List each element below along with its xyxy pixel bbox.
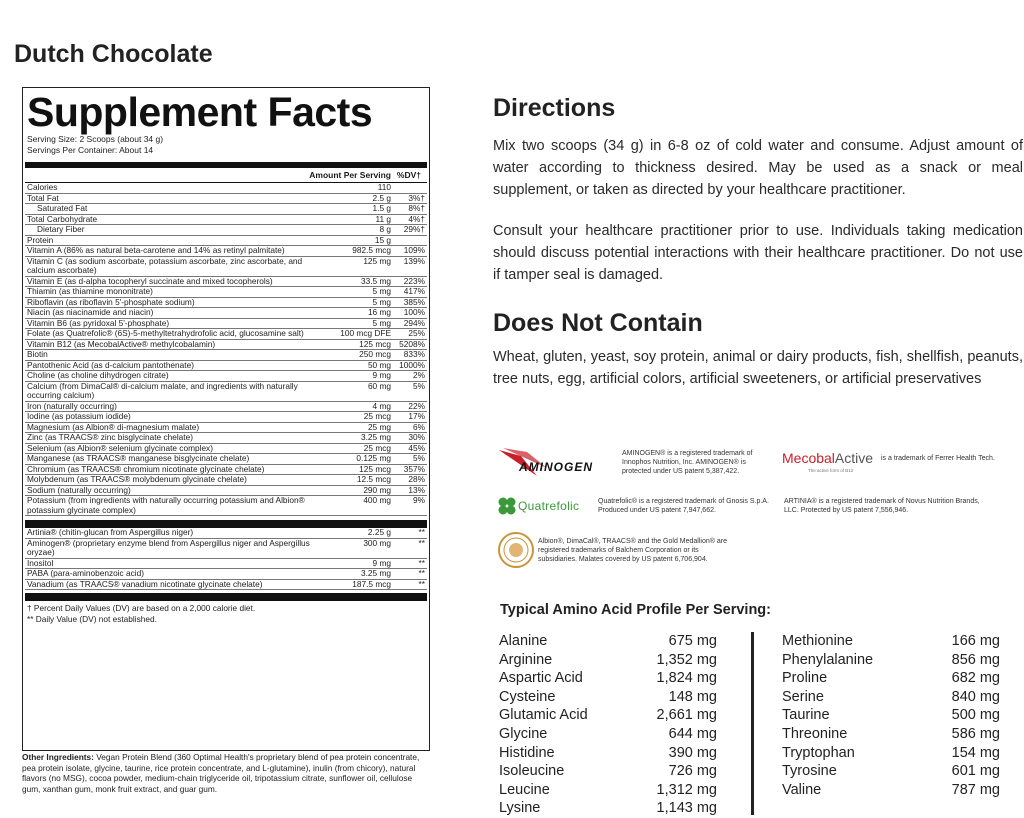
nutrient-amount: 11 g <box>375 213 391 224</box>
nutrient-name: Vitamin E (as d-alpha tocopheryl succinate and mixed tocopherols) <box>27 275 273 286</box>
nutrient-name: Thiamin (as thiamine mononitrate) <box>27 286 153 296</box>
footnote-dv: † Percent Daily Values (DV) are based on a 2,000 calorie diet. <box>27 603 256 613</box>
nutrient-name: Molybdenum (as TRAACS® molybdenum glycinate chelate) <box>27 474 247 484</box>
nutrient-dv: ** <box>418 557 425 568</box>
nutrient-row <box>25 308 427 319</box>
nutrient-amount: 100 mcg DFE <box>340 328 391 338</box>
nutrient-amount: 60 mg <box>367 380 391 391</box>
amino-acid-value: 500 mg <box>951 707 1000 724</box>
nutrient-rows <box>25 183 427 516</box>
nutrient-dv: 385% <box>403 296 425 307</box>
nutrient-name: Saturated Fat <box>37 203 88 213</box>
amino-acid-value: 154 mg <box>951 744 1000 761</box>
amino-acid-row <box>782 651 1000 670</box>
nutrient-dv: ** <box>418 527 425 537</box>
nutrient-row <box>25 350 427 361</box>
nutrient-name: Zinc (as TRAACS® zinc bisglycinate chelate) <box>27 432 193 442</box>
amino-acid-row <box>499 651 717 670</box>
mecobal-sub: The active form of B12 <box>808 468 854 473</box>
nutrient-amount: 125 mg <box>363 255 391 266</box>
nutrient-dv: 6% <box>413 421 425 432</box>
amino-acid-value: 726 mg <box>668 763 717 780</box>
nutrient-amount: 9 mg <box>372 370 391 380</box>
nutrient-amount: 5 mg <box>372 296 391 307</box>
nutrient-amount: 25 mcg <box>363 442 391 453</box>
nutrient-dv <box>391 236 425 246</box>
amino-acid-name: Phenylalanine <box>782 651 874 668</box>
mecobal-trademark-text: is a trademark of Ferrer Health Tech. <box>881 455 995 462</box>
nutrient-name: Potassium (from ingredients with naturally occurring potassium and Albion® potassium glycinate complex) <box>27 495 305 515</box>
nutrient-name: Manganese (as TRAACS® manganese bisglycinate chelate) <box>27 453 250 463</box>
nutrient-dv: ** <box>418 537 425 548</box>
albion-medallion-logo <box>497 531 535 574</box>
amino-acid-value: 601 mg <box>951 763 1000 780</box>
nutrient-amount: 8 g <box>379 224 391 234</box>
nutrient-amount: 0.125 mg <box>356 453 391 463</box>
amino-acid-row <box>782 688 1000 707</box>
nutrient-dv: 294% <box>403 317 425 328</box>
nutrient-amount: 25 mg <box>367 421 391 432</box>
amino-acid-value: 166 mg <box>951 633 1000 649</box>
nutrient-row <box>25 257 427 277</box>
amino-acid-name: Serine <box>782 688 824 705</box>
amino-acid-name: Glycine <box>499 725 548 742</box>
amino-acid-title: Typical Amino Acid Profile Per Serving: <box>500 602 771 618</box>
nutrient-dv: 45% <box>408 442 425 453</box>
amino-acid-value: 675 mg <box>668 633 717 649</box>
amino-acid-name: Tyrosine <box>782 763 837 780</box>
nutrient-name: Vitamin C (as sodium ascorbate, potassium ascorbate, zinc ascorbate, and calcium ascorbate) <box>27 255 303 275</box>
mecobal-logo-a: Mecobal <box>782 450 835 466</box>
nutrient-amount: 50 mg <box>367 359 391 370</box>
amino-acid-row <box>782 669 1000 688</box>
nutrient-amount: 12.5 mcg <box>356 474 391 484</box>
amino-acid-value: 840 mg <box>951 688 1000 705</box>
nutrient-dv: 833% <box>403 349 425 359</box>
directions-paragraph-2: Consult your healthcare practitioner prior to use. Individuals taking medication should discuss potential interactions with their healthcare practitioner. Do not use if tamper seal is damaged. <box>493 223 1023 283</box>
nutrient-dv: 22% <box>408 400 425 411</box>
nutrient-dv: 28% <box>408 474 425 484</box>
amino-acid-row <box>499 799 717 818</box>
nutrient-name: Iodine (as potassium iodide) <box>27 411 131 421</box>
nutrient-dv <box>391 183 425 193</box>
amino-acid-row <box>499 744 717 763</box>
amino-acid-row <box>782 725 1000 744</box>
amino-acid-row <box>499 706 717 725</box>
nutrient-dv: 100% <box>403 307 425 317</box>
servings-per-container: Servings Per Container: About 14 <box>27 145 154 155</box>
nutrient-name: Vitamin B6 (as pyridoxal 5'-phosphate) <box>27 317 170 328</box>
amino-acid-name: Aspartic Acid <box>499 670 583 687</box>
amino-acid-row <box>782 706 1000 725</box>
nutrient-name: Niacin (as niacinamide and niacin) <box>27 307 154 317</box>
nutrient-row <box>25 371 427 382</box>
nutrient-row <box>25 475 427 486</box>
header-dv: %DV† <box>396 170 421 180</box>
nutrient-amount: 3.25 mg <box>361 432 391 442</box>
nutrient-name: Chromium (as TRAACS® chromium nicotinate glycinate chelate) <box>27 463 265 474</box>
nutrient-name: Biotin <box>27 349 48 359</box>
nutrient-dv: ** <box>418 568 425 578</box>
supplement-facts-panel <box>22 87 430 751</box>
nutrient-amount: 2.25 g <box>367 527 391 537</box>
product-title: Dutch Chocolate <box>14 40 213 68</box>
nutrient-amount: 110 <box>377 182 391 192</box>
nutrient-row <box>25 539 427 559</box>
nutrient-row <box>25 528 427 539</box>
nutrient-dv: 13% <box>408 484 425 495</box>
amino-acid-row <box>782 632 1000 651</box>
directions-paragraph-1: Mix two scoops (34 g) in 6-8 oz of cold water and consume. Adjust amount of water according to thickness desired. May be used as a snack or meal supplement, or taken as directed by your healthcare practitioner. <box>493 138 1023 198</box>
nutrient-row <box>25 580 427 591</box>
nutrient-name: Dietary Fiber <box>37 224 85 234</box>
nutrient-amount: 15 g <box>374 234 391 245</box>
nutrient-name: Selenium (as Albion® selenium glycinate complex) <box>27 442 213 453</box>
nutrient-name: Iron (naturally occurring) <box>27 400 117 411</box>
amino-acid-value: 644 mg <box>668 725 717 742</box>
nutrient-amount: 33.5 mg <box>361 275 391 286</box>
serving-size: Serving Size: 2 Scoops (about 34 g) <box>27 134 164 144</box>
nutrient-amount: 125 mcg <box>359 338 391 349</box>
nutrient-dv: 2% <box>413 370 425 380</box>
facts-header <box>25 168 427 183</box>
amino-acid-row <box>782 762 1000 781</box>
nutrient-name: Aminogen® (proprietary enzyme blend from Aspergillus niger and Aspergillus oryzae) <box>27 537 310 557</box>
directions-heading: Directions <box>493 94 616 122</box>
amino-acid-row <box>499 632 717 651</box>
nutrient-name: Sodium (naturally occurring) <box>27 484 131 495</box>
nutrient-name: Protein <box>27 234 54 245</box>
amino-left-column <box>499 632 717 818</box>
amino-acid-value: 586 mg <box>951 725 1000 742</box>
amino-acid-value: 856 mg <box>951 651 1000 668</box>
nutrient-name: Vitamin B12 (as MecobalActive® methylcobalamin) <box>27 338 216 349</box>
nutrient-name: Calcium (from DimaCal® di-calcium malate, and ingredients with naturally occurring calcium) <box>27 380 298 400</box>
nutrient-dv: 3%† <box>408 192 425 203</box>
clover-icon <box>497 496 517 516</box>
nutrient-row <box>25 246 427 257</box>
nutrient-amount: 187.5 mcg <box>352 578 391 589</box>
nutrient-dv: 4%† <box>408 213 425 224</box>
nutrient-amount: 2.5 g <box>372 192 391 203</box>
nutrient-name: Magnesium (as Albion® di-magnesium malate) <box>27 421 200 432</box>
nutrient-dv: 223% <box>403 275 425 286</box>
nutrient-name: Vitamin A (86% as natural beta-carotene and 14% as retinyl palmitate) <box>27 245 285 255</box>
amino-acid-row <box>499 781 717 800</box>
nutrient-row <box>25 496 427 516</box>
amino-acid-value: 390 mg <box>668 744 717 761</box>
nutrient-dv: 1000% <box>399 359 425 370</box>
amino-acid-value: 1,312 mg <box>656 781 717 798</box>
nutrient-name: PABA (para-aminobenzoic acid) <box>27 568 144 578</box>
nutrient-amount: 400 mg <box>363 495 391 505</box>
nutrient-amount: 5 mg <box>372 286 391 296</box>
nutrient-row <box>25 433 427 444</box>
nutrient-amount: 125 mcg <box>359 463 391 474</box>
amino-acid-value: 2,661 mg <box>656 707 717 724</box>
nutrient-dv: 5208% <box>399 338 425 349</box>
nutrient-dv: 5% <box>413 453 425 463</box>
nutrient-name: Vanadium (as TRAACS® vanadium nicotinate glycinate chelate) <box>27 578 263 589</box>
gold-medallion-icon <box>497 531 535 569</box>
nutrient-amount: 16 mg <box>367 307 391 317</box>
amino-acid-value: 1,352 mg <box>656 651 717 668</box>
nutrient-name: Artinia® (chitin-glucan from Aspergillus niger) <box>27 527 194 537</box>
does-not-contain-text: Wheat, gluten, yeast, soy protein, animal or dairy products, fish, shellfish, peanuts, tree nuts, egg, artificial colors, artificial sweeteners, or artificial preservatives <box>493 349 1023 387</box>
nutrient-name: Calories <box>27 182 58 192</box>
amino-acid-name: Leucine <box>499 781 550 798</box>
aminogen-logo-text: AMINOGEN <box>519 460 593 474</box>
aminogen-logo <box>497 446 617 480</box>
does-not-contain-heading: Does Not Contain <box>493 309 703 337</box>
other-ingredients-label: Other Ingredients: <box>22 752 94 762</box>
amino-acid-name: Valine <box>782 781 822 798</box>
amino-acid-row <box>782 744 1000 763</box>
nutrient-name: Pantothenic Acid (as d-calcium pantothenate) <box>27 359 194 370</box>
aminogen-trademark-text: AMINOGEN® is a registered trademark of Innophos Nutrition, Inc. AMINOGEN® is protected under US patent 5,387,422. <box>622 450 753 475</box>
quatrefolic-logo <box>497 496 597 516</box>
amino-acid-row <box>499 669 717 688</box>
nutrient-row <box>25 215 427 226</box>
amino-acid-value: 1,143 mg <box>656 800 717 817</box>
nutrient-dv: 25% <box>408 328 425 338</box>
facts-title: Supplement Facts <box>27 89 373 135</box>
amino-right-column <box>782 632 1000 799</box>
nutrient-dv: ** <box>418 578 425 589</box>
amino-acid-value: 682 mg <box>951 670 1000 687</box>
nutrient-amount: 9 mg <box>372 557 391 568</box>
nutrient-row <box>25 454 427 465</box>
other-ingredients <box>22 752 432 794</box>
nutrient-row <box>25 225 427 236</box>
header-amount: Amount Per Serving <box>309 170 391 180</box>
amino-acid-name: Threonine <box>782 725 848 742</box>
nutrient-amount: 4 mg <box>372 400 391 411</box>
amino-acid-name: Isoleucine <box>499 763 565 780</box>
thick-divider-3 <box>25 593 427 601</box>
nutrient-name: Total Fat <box>27 192 59 203</box>
amino-acid-row <box>499 725 717 744</box>
nutrient-amount: 290 mg <box>363 484 391 495</box>
nutrient-amount: 25 mcg <box>363 411 391 421</box>
nutrient-dv: 17% <box>408 411 425 421</box>
nutrient-dv: 357% <box>403 463 425 474</box>
nutrient-dv: 417% <box>403 286 425 296</box>
amino-acid-value: 787 mg <box>951 781 1000 798</box>
amino-acid-name: Proline <box>782 670 828 687</box>
nutrient-row <box>25 329 427 340</box>
amino-acid-name: Cysteine <box>499 688 556 705</box>
quatrefolic-trademark-text: Quatrefolic® is a registered trademark of Gnosis S.p.A. Produced under US patent 7,947,662. <box>598 498 769 514</box>
mecobal-logo-b: Active <box>834 450 874 466</box>
nutrient-dv: 9% <box>413 495 425 505</box>
nutrient-dv: 8%† <box>408 203 425 213</box>
nutrient-row <box>25 569 427 580</box>
amino-acid-value: 148 mg <box>668 688 717 705</box>
amino-acid-row <box>499 688 717 707</box>
nutrient-amount: 5 mg <box>372 317 391 328</box>
nutrient-amount: 1.5 g <box>372 203 391 213</box>
nutrient-name: Folate (as Quatrefolic® (6S)-5-methyltetrahydrofolic acid, glucosamine salt) <box>27 328 304 338</box>
other-ingredients-text: Vegan Protein Blend (360 Optimal Health's proprietary blend of pea protein concentrate, pea protein isolate, glycine, taurine, rice protein concentrate, and L-glutamine), inulin (from chicory), natural flavors (no MSG), cocoa powder, medium-chain triglyceride oil, tripotassium citrate, sunflower oil, cellulose gum, xanthan gum, monk fruit extract, and guar gum. <box>22 752 420 794</box>
nutrient-name: Inositol <box>27 557 54 568</box>
amino-column-divider <box>751 632 754 815</box>
nutrient-amount: 982.5 mcg <box>352 245 391 255</box>
nutrient-dv: 5% <box>413 380 425 391</box>
amino-acid-name: Alanine <box>499 633 548 649</box>
amino-acid-value: 1,824 mg <box>656 670 717 687</box>
amino-acid-row <box>499 762 717 781</box>
amino-acid-name: Tryptophan <box>782 744 855 761</box>
nutrient-name: Total Carbohydrate <box>27 213 98 224</box>
amino-acid-name: Glutamic Acid <box>499 707 588 724</box>
nutrient-name: Choline (as choline dihydrogen citrate) <box>27 370 169 380</box>
nutrient-dv: 30% <box>408 432 425 442</box>
nutrient-row <box>25 287 427 298</box>
nutrient-dv: 29%† <box>403 224 425 234</box>
nutrient-row <box>25 412 427 423</box>
artinia-trademark-text: ARTINIA® is a registered trademark of Novus Nutrition Brands, LLC. Protected by US patent 7,556,946. <box>784 498 980 514</box>
mecobalactive-logo <box>782 450 882 473</box>
nutrient-amount: 250 mcg <box>359 349 391 359</box>
amino-acid-name: Methionine <box>782 633 853 649</box>
amino-acid-name: Histidine <box>499 744 555 761</box>
other-rows <box>25 528 427 590</box>
albion-trademark-text: Albion®, DimaCal®, TRAACS® and the Gold Medallion® are registered trademarks of Balchem Corporation or its subsidiaries. Malates covered by US patent 6,706,904. <box>538 538 727 563</box>
footnote-not-established: ** Daily Value (DV) not established. <box>27 613 157 624</box>
nutrient-row <box>25 382 427 402</box>
amino-acid-name: Lysine <box>499 800 541 817</box>
quatrefolic-logo-text: Quatrefolic <box>518 499 580 513</box>
amino-acid-name: Taurine <box>782 707 830 724</box>
nutrient-row <box>25 204 427 215</box>
nutrient-dv: 109% <box>403 245 425 255</box>
nutrient-row <box>25 183 427 194</box>
nutrient-name: Riboflavin (as riboflavin 5'-phosphate sodium) <box>27 296 195 307</box>
nutrient-dv: 139% <box>403 255 425 266</box>
amino-acid-row <box>782 781 1000 800</box>
nutrient-amount: 300 mg <box>363 537 391 548</box>
nutrient-amount: 3.25 mg <box>361 568 391 578</box>
amino-acid-name: Arginine <box>499 651 553 668</box>
